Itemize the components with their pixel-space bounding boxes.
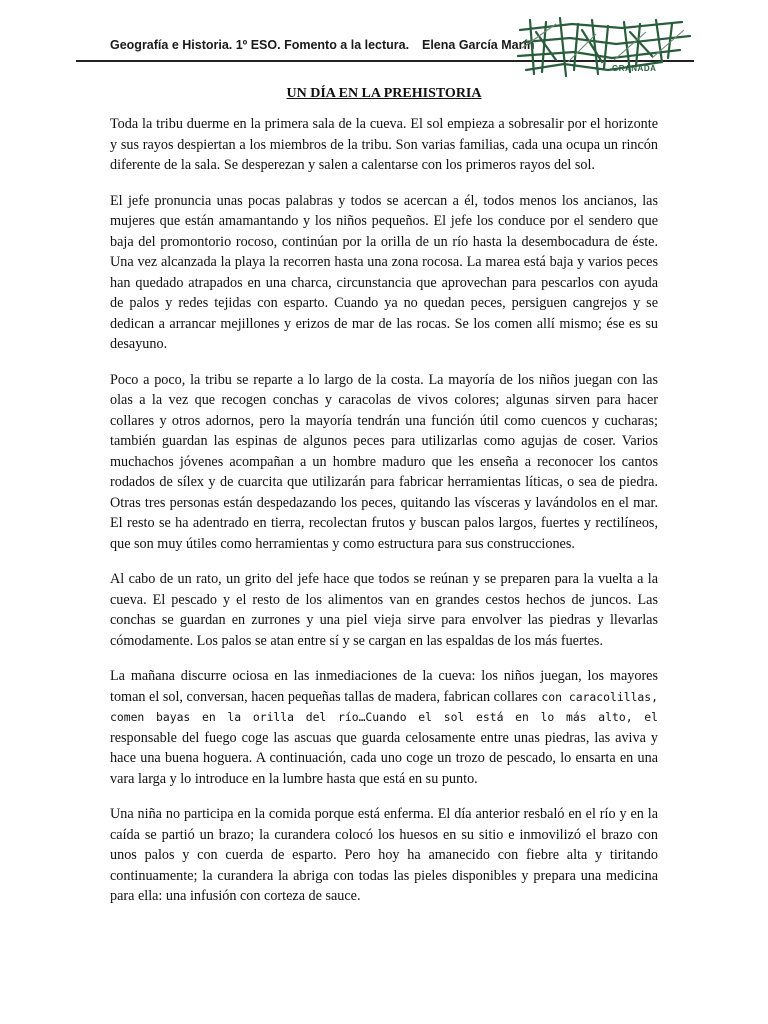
paragraph-5-text-b: responsable del fuego coge las ascuas que guarda celosamente entre unas piedras, las aviva y hace una buena hoguera. A continuación, cada uno coge un trozo de pescado, lo ensarta en una vara larga y lo introduce en la lumbre hasta que está en su punto. (110, 729, 658, 787)
document-title: UN DÍA EN LA PREHISTORIA (286, 86, 482, 101)
paragraph-5-text-mono: con caracolillas, comen bayas en la orilla del río…Cuando el sol está en lo más alto, el (110, 689, 658, 724)
granada-logo-icon (512, 12, 702, 82)
paragraph-5-text-a: La mañana discurre ociosa en las inmediaciones de la cueva: los niños juegan, los mayores toman el sol, conversan, hacen pequeñas tallas de madera, fabrican collares (110, 668, 658, 705)
paragraph-3: Poco a poco, la tribu se reparte a lo largo de la costa. La mayoría de los niños juegan con las olas a la vez que recogen conchas y caracolas de vivos colores; algunas sirven para hacer collares y otros adornos, pero la mayoría tendrán una función útil como cuencos y cucharas; también guardan las espinas de algunos peces para utilizarlas como agujas de coser. Varios muchachos jóvenes acompañan a un hombre maduro que les enseña a reconocer los cantos rodados de sílex y de cuarcita que utilizarán para fabricar herramientas líticas, o sea de piedra. Otras tres personas están despedazando los peces, quitando las vísceras y lavándolos en el mar. El resto se ha adentrado en tierra, recolectan frutos y buscan palos largos, fuertes y rectilíneos, que son muy útiles como herramientas y como estructura para sus construcciones. (110, 371, 658, 552)
paragraph-5 (110, 666, 658, 789)
course-label: Geografía e Historia. 1º ESO. Fomento a la lectura. (110, 38, 410, 52)
logo-caption: GRANADA (612, 64, 657, 73)
paragraph-6: Una niña no participa en la comida porque está enferma. El día anterior resbaló en el río y en la caída se partió un brazo; la curandera colocó los huesos en su sitio e inmovilizó el brazo con unos palos y con cuerda de esparto. Pero hoy ha amanecido con fiebre alta y tiritando continuamente; la curandera la abriga con todas las pieles disponibles y prepara una medicina para ella: una infusión con corteza de sauce. (110, 806, 658, 904)
paragraph-1: Toda la tribu duerme en la primera sala de la cueva. El sol empieza a sobresalir por el horizonte y sus rayos despiertan a los miembros de la tribu. Son varias familias, cada una ocupa un rincón diferente de la sala. Se desperezan y salen a calentarse con los primeros rayos del sol. (110, 116, 658, 173)
document-body (110, 114, 658, 922)
author-name: Elena García Marín (422, 38, 535, 52)
paragraph-2: El jefe pronuncia unas pocas palabras y todos se acercan a él, todos menos los ancianos, las mujeres que están amamantando y los niños pequeños. El jefe los conduce por el sendero que baja del promontorio rocoso, continúan por la orilla de un río hasta la desembocadura de éste. Una vez alcanzada la playa la recorren hasta una zona rocosa. La marea está baja y varios peces han quedado atrapados en una charca, circunstancia que aprovechan para pescarlos con ayuda de palos y redes tejidas con esparto. Cuando ya no quedan peces, persiguen cangrejos y se dedican a arrancar mejillones y erizos de mar de las rocas. Se los comen allí mismo; ése es su desayuno. (110, 192, 658, 352)
paragraph-4: Al cabo de un rato, un grito del jefe hace que todos se reúnan y se preparen para la vuelta a la cueva. El pescado y el resto de los alimentos van en grandes cestos hechos de juncos. Las conchas se guardan en zurrones y una piel vieja sirve para envolver las piedras y llevarlas cómodamente. Los palos se atan entre sí y se cargan en las espaldas de los más fuertes. (110, 571, 658, 649)
